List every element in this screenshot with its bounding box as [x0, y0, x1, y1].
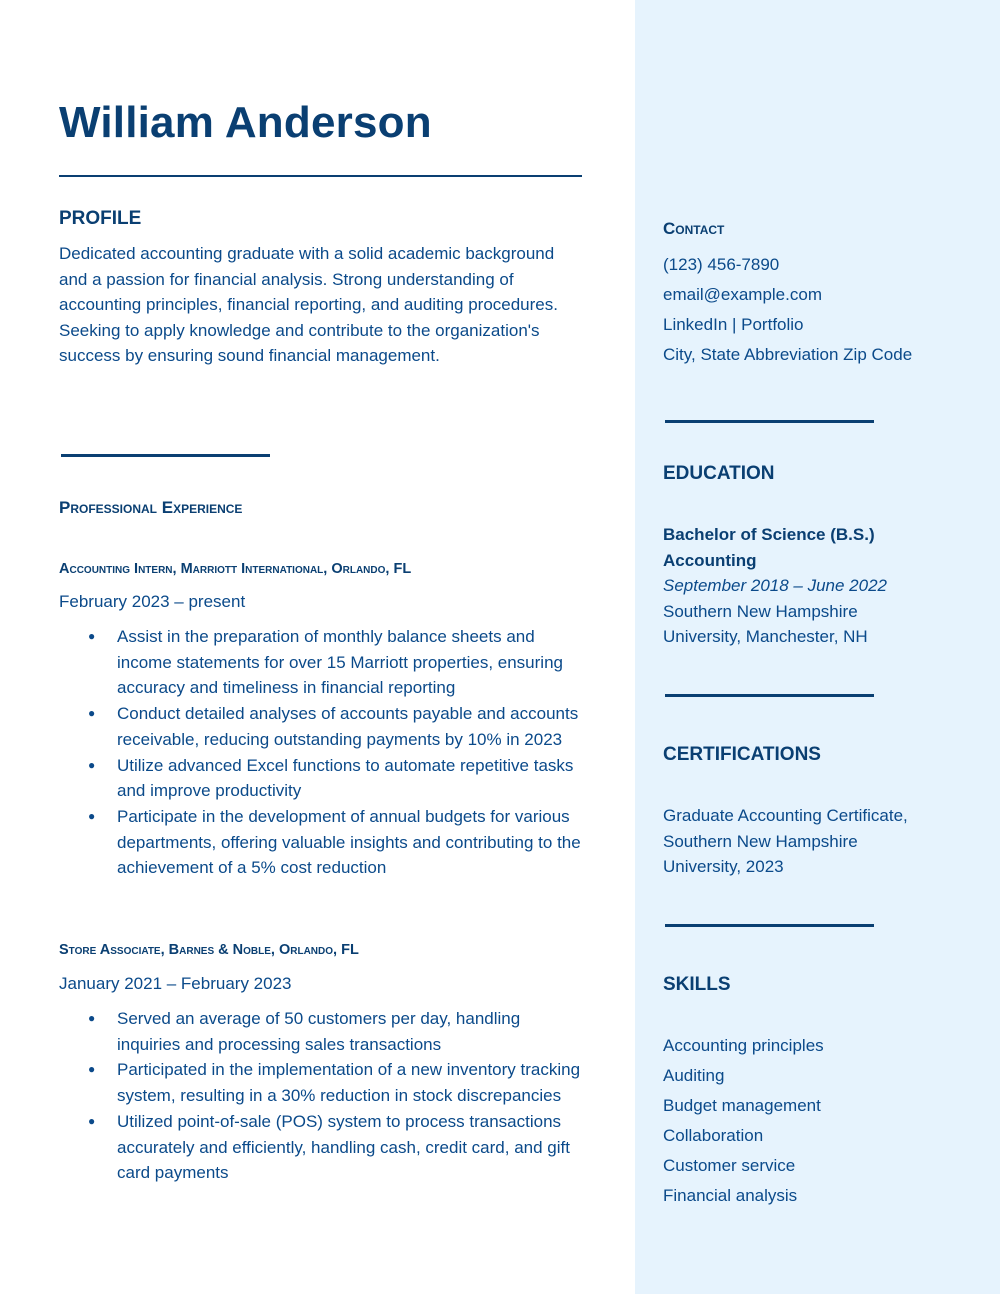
certification-line: Graduate Accounting Certificate,: [663, 806, 908, 825]
certification-line: University, 2023: [663, 857, 784, 877]
header-divider: [59, 175, 582, 177]
education-heading: EDUCATION: [663, 463, 775, 484]
certifications-divider: [665, 924, 874, 927]
experience-heading: Professional Experience: [59, 498, 243, 517]
job-bullet: ● Participated in the implementation of a new inventory tracking system, resulting in a 30% reduction in stock discrepancies: [59, 1057, 587, 1108]
job-title: Store Associate, Barnes & Noble, Orlando, FL: [59, 942, 359, 958]
skill-item: Budget management: [663, 1096, 821, 1115]
skill-item: Customer service: [663, 1156, 796, 1175]
contact-links[interactable]: LinkedIn | Portfolio: [663, 315, 804, 334]
contact-location: City, State Abbreviation Zip Code: [663, 345, 913, 364]
contact-divider: [665, 420, 874, 423]
skill-item: Financial analysis: [663, 1186, 798, 1205]
contact-email[interactable]: email@example.com: [663, 285, 822, 304]
skill-item: Auditing: [663, 1066, 725, 1085]
education-school: Southern New Hampshire: [663, 601, 858, 621]
profile-text: Dedicated accounting graduate with a solid academic background and a passion for financial analysis. Strong understanding of accounting principles, financial reporting, and auditing procedures. Seeking to apply knowledge and contribute to the organization's success by ensuring sound financial management.: [59, 244, 558, 366]
job-title: Accounting Intern, Marriott International, Orlando, FL: [59, 561, 412, 577]
education-entry: [663, 522, 887, 650]
certifications-heading: CERTIFICATIONS: [663, 744, 821, 765]
job-dates: February 2023 – present: [59, 592, 246, 611]
job-bullet: ● Participate in the development of annual budgets for various departments, offering valuable insights and contributing to the achievement of a 5% cost reduction: [59, 804, 587, 881]
job-bullet: ● Conduct detailed analyses of accounts payable and accounts receivable, reducing outstanding payments by 10% in 2023: [59, 701, 587, 752]
job-bullets: [59, 624, 587, 881]
job-bullet: ● Utilize advanced Excel functions to automate repetitive tasks and improve productivity: [59, 753, 587, 804]
job-bullet: ● Assist in the preparation of monthly balance sheets and income statements for over 15 Marriott properties, ensuring accuracy and timeliness in financial reporting: [59, 624, 587, 701]
education-school-location: University, Manchester, NH: [663, 627, 868, 647]
contact-phone: (123) 456-7890: [663, 255, 780, 274]
certification-line: Southern New Hampshire: [663, 831, 858, 851]
job-bullet: ● Utilized point-of-sale (POS) system to process transactions accurately and efficiently, handling cash, credit card, and gift card payments: [59, 1109, 587, 1186]
profile-divider: [61, 454, 270, 457]
profile-heading: PROFILE: [59, 208, 142, 229]
education-divider: [665, 694, 874, 697]
skill-item: Accounting principles: [663, 1036, 824, 1055]
certification-entry: [663, 803, 908, 880]
contact-heading: Contact: [663, 219, 725, 238]
education-major: Accounting: [663, 550, 757, 570]
job-bullet: ● Served an average of 50 customers per day, handling inquiries and processing sales transactions: [59, 1006, 587, 1057]
candidate-name: William Anderson: [59, 98, 432, 147]
job-bullets: [59, 1006, 587, 1186]
job-dates: January 2021 – February 2023: [59, 974, 292, 993]
skill-item: Collaboration: [663, 1126, 764, 1145]
skills-heading: SKILLS: [663, 974, 731, 995]
education-dates: September 2018 – June 2022: [663, 576, 888, 596]
education-degree: Bachelor of Science (B.S.): [663, 525, 875, 544]
